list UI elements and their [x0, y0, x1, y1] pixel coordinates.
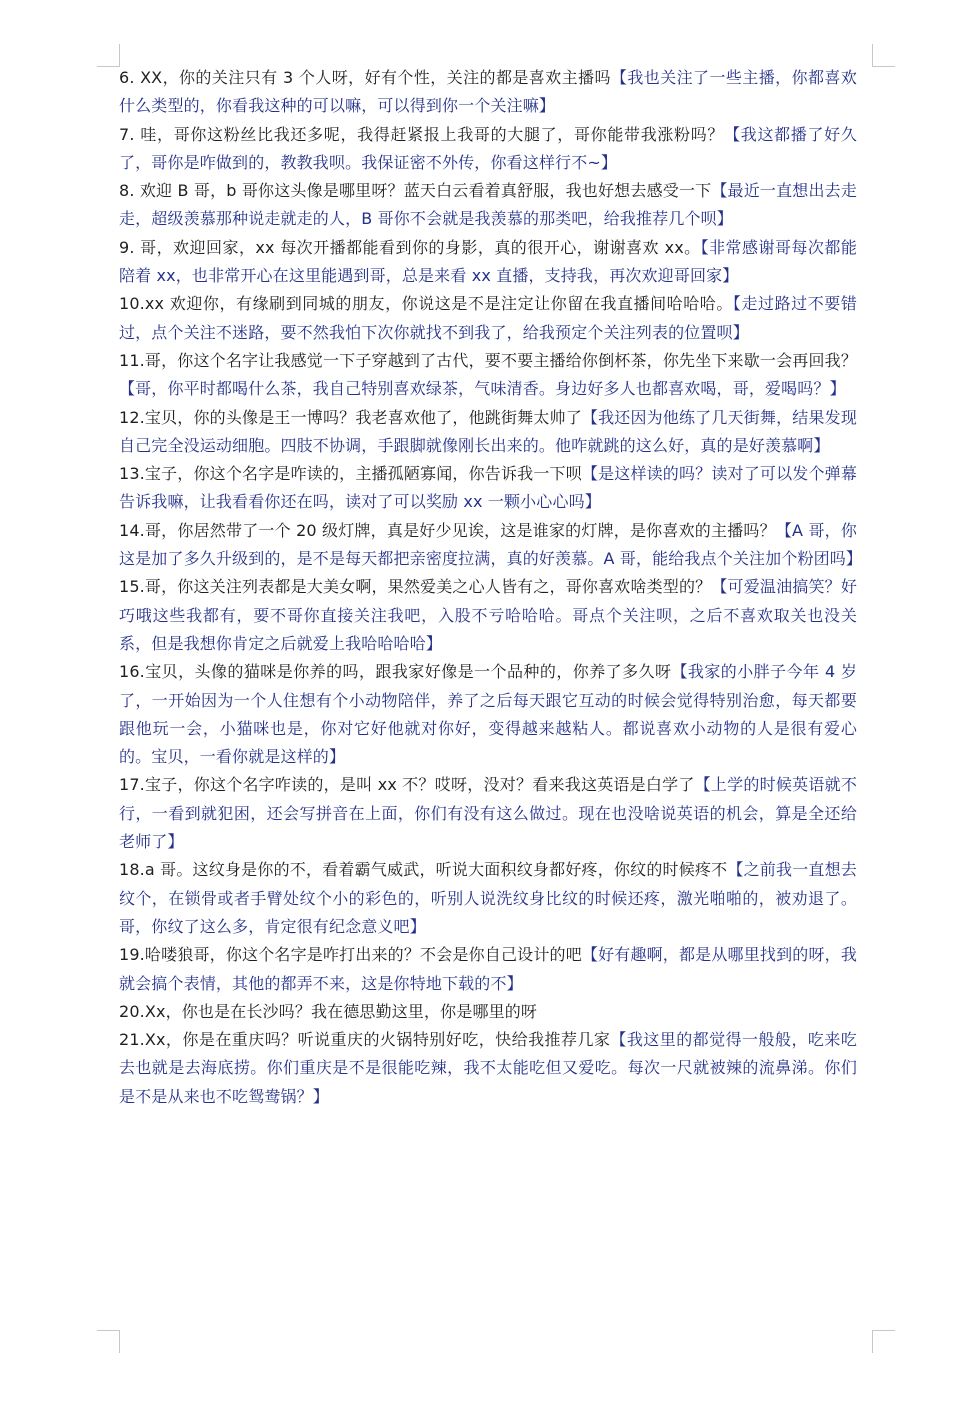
question-text: 15.哥，你这关注列表都是大美女啊，果然爱美之心人皆有之，哥你喜欢啥类型的？ — [119, 577, 712, 597]
question-text: 13.宝子，你这个名字是咋读的，主播孤陋寡闻，你告诉我一下呗 — [119, 464, 582, 484]
document-body — [119, 64, 863, 1111]
question-text: 8. 欢迎 B 哥，b 哥你这头像是哪里呀？蓝天白云看着真舒服，我也好想去感受一下 — [119, 181, 712, 201]
question-text: 21.Xx，你是在重庆吗？听说重庆的火锅特别好吃，快给我推荐几家 — [119, 1030, 611, 1050]
list-item — [119, 573, 857, 658]
answer-text: 【我家的小胖子今年 4 岁了，一开始因为一个人住想有个小动物陪伴，养了之后每天跟它互动的时候会觉得特别治愈，每天都要跟他玩一会，小猫咪也是，你对它好他就对你好，变得越来越粘人。都说喜欢小动物的人是很有爱心的。宝贝，一看你就是这样的】 — [119, 662, 857, 767]
list-item — [119, 856, 857, 941]
question-text: 16.宝贝，头像的猫咪是你养的吗，跟我家好像是一个品种的，你养了多久呀 — [119, 662, 672, 682]
list-item — [119, 121, 857, 178]
list-item — [119, 347, 857, 404]
answer-text: 【我还因为他练了几天街舞，结果发现自己完全没运动细胞。四肢不协调，手跟脚就像刚长出来的。他咋就跳的这么好，真的是好羡慕啊】 — [119, 407, 857, 455]
list-item — [119, 658, 857, 771]
answer-text: 【哥，你平时都喝什么茶，我自己特别喜欢绿茶，气味清香。身边好多人也都喜欢喝，哥，爱喝吗？】 — [119, 379, 846, 399]
question-text: 6. XX，你的关注只有 3 个人呀，好有个性，关注的都是喜欢主播吗 — [119, 68, 611, 87]
question-text: 19.哈喽狼哥，你这个名字是咋打出来的？不会是你自己设计的吧 — [119, 945, 582, 965]
answer-text: 【走过路过不要错过，点个关注不迷路，要不然我怕下次你就找不到我了，给我预定个关注列表的位置呗】 — [119, 294, 857, 342]
question-text: 11.哥，你这个名字让我感觉一下子穿越到了古代，要不要主播给你倒杯茶，你先坐下来歇一会再回我？ — [119, 350, 857, 370]
answer-text: 【好有趣啊，都是从哪里找到的呀，我就会搞个表情，其他的都弄不来，这是你特地下载的不】 — [119, 945, 857, 993]
list-item — [119, 998, 857, 1026]
answer-text: 【是这样读的吗？读对了可以发个弹幕告诉我嘛，让我看看你还在吗，读对了可以奖励 xx 一颗小心心吗】 — [119, 464, 857, 512]
question-text: 9. 哥，欢迎回家，xx 每次开播都能看到你的身影，真的很开心，谢谢喜欢 xx。 — [119, 237, 701, 257]
answer-text: 【非常感谢哥每次都能陪着 xx，也非常开心在这里能遇到哥，总是来看 xx 直播，支持我，再次欢迎哥回家】 — [119, 237, 857, 286]
answer-text: 【最近一直想出去走走，超级羡慕那种说走就走的人，B 哥你不会就是我羡慕的那类吧，给我推荐几个呗】 — [119, 181, 857, 229]
list-item — [119, 64, 857, 121]
list-item — [119, 517, 863, 574]
question-text: 7. 哇，哥你这粉丝比我还多呢，我得赶紧报上我哥的大腿了，哥你能带我涨粉吗？ — [119, 124, 725, 144]
crop-mark-bottom-left — [97, 1330, 120, 1353]
answer-text: 【上学的时候英语就不行，一看到就犯困，还会写拼音在上面，你们有没有这么做过。现在也没啥说英语的机会，算是全还给老师了】 — [119, 775, 857, 852]
question-text: 12.宝贝，你的头像是王一博吗？我老喜欢他了，他跳街舞太帅了 — [119, 407, 582, 427]
list-item — [119, 1026, 857, 1111]
question-text: 18.a 哥。这纹身是你的不，看着霸气威武，听说大面积纹身都好疼，你纹的时候疼不 — [119, 860, 728, 880]
answer-text: 【之前我一直想去纹个，在锁骨或者手臂处纹个小的彩色的，听别人说洗纹身比纹的时候还疼，激光啪啪的，被劝退了。哥，你纹了这么多，肯定很有纪念意义吧】 — [119, 860, 857, 936]
question-text: 20.Xx，你也是在长沙吗？我在德思勤这里，你是哪里的呀 — [119, 1001, 538, 1021]
list-item — [119, 290, 857, 347]
answer-text: 【我这都播了好久了，哥你是咋做到的，教教我呗。我保证密不外传，你看这样行不~】 — [119, 124, 857, 172]
answer-text: 【A 哥，你这是加了多久升级到的，是不是每天都把亲密度拉满，真的好羡慕。A 哥，能给我点个关注加个粉团吗】 — [119, 520, 863, 569]
answer-text: 【我这里的都觉得一般般，吃来吃去也就是去海底捞。你们重庆是不是很能吃辣，我不太能吃但又爱吃。每次一尺就被辣的流鼻涕。你们是不是从来也不吃鸳鸯锅？】 — [119, 1030, 857, 1106]
crop-mark-bottom-right — [872, 1330, 895, 1353]
list-item — [119, 177, 857, 234]
crop-mark-top-right — [872, 44, 895, 67]
list-item — [119, 771, 857, 856]
question-text: 10.xx 欢迎你，有缘刷到同城的朋友，你说这是不是注定让你留在我直播间哈哈哈。 — [119, 294, 733, 314]
answer-text: 【我也关注了一些主播，你都喜欢什么类型的，你看我这种的可以嘛，可以得到你一个关注嘛】 — [119, 68, 857, 116]
list-item — [119, 234, 857, 291]
question-text: 17.宝子，你这个名字咋读的，是叫 xx 不？哎呀，没对？看来我这英语是白学了 — [119, 775, 695, 795]
answer-text: 【可爱温油搞笑？好巧哦这些我都有，要不哥你直接关注我吧，入股不亏哈哈哈。哥点个关注呗，之后不喜欢取关也没关系，但是我想你肯定之后就爱上我哈哈哈哈】 — [119, 577, 857, 653]
list-item — [119, 460, 857, 517]
list-item — [119, 941, 857, 998]
crop-mark-top-left — [97, 44, 120, 67]
list-item — [119, 404, 857, 461]
question-text: 14.哥，你居然带了一个 20 级灯牌，真是好少见诶，这是谁家的灯牌，是你喜欢的主播吗？ — [119, 520, 776, 540]
